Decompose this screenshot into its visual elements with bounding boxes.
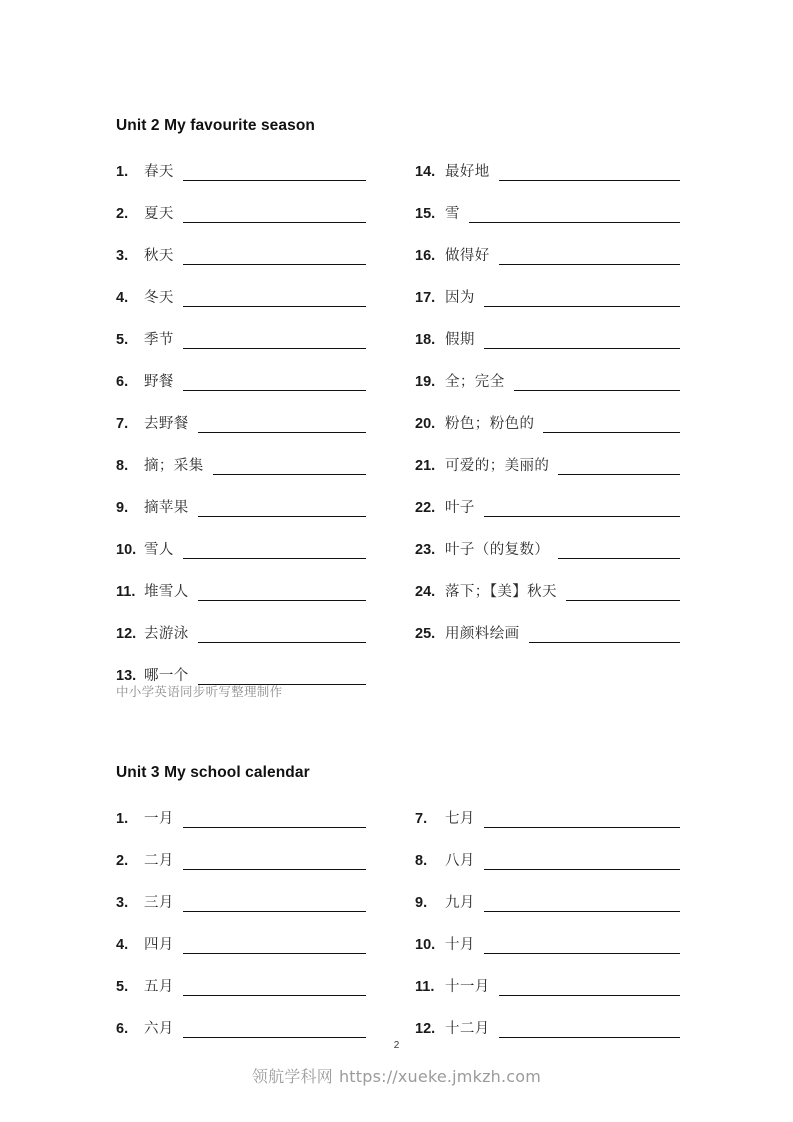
item-number: 14. — [415, 164, 436, 180]
item-number: 15. — [415, 206, 436, 222]
item-number: 23. — [415, 542, 436, 558]
item-term: 粉色；粉色的 — [445, 416, 535, 432]
answer-blank[interactable] — [198, 516, 366, 517]
item-term: 春天 — [144, 164, 174, 180]
answer-blank[interactable] — [514, 390, 680, 391]
answer-blank[interactable] — [183, 869, 366, 870]
vocabulary-row — [415, 563, 680, 605]
answer-blank[interactable] — [183, 911, 366, 912]
item-term: 野餐 — [144, 374, 174, 390]
vocabulary-row — [116, 269, 366, 311]
answer-blank[interactable] — [198, 600, 366, 601]
page-number: 2 — [393, 1040, 400, 1051]
inline-watermark: 中小学英语同步听写整理制作 — [116, 684, 283, 699]
answer-blank[interactable] — [484, 953, 680, 954]
vocabulary-row — [116, 185, 366, 227]
item-term: 季节 — [144, 332, 174, 348]
answer-blank[interactable] — [183, 995, 366, 996]
item-term: 做得好 — [445, 248, 490, 264]
item-number: 3. — [116, 248, 129, 264]
item-term: 去野餐 — [144, 416, 189, 432]
item-number: 25. — [415, 626, 436, 642]
answer-blank[interactable] — [484, 911, 680, 912]
item-term: 六月 — [144, 1021, 174, 1037]
item-number: 9. — [415, 895, 428, 911]
answer-blank[interactable] — [183, 180, 366, 181]
item-number: 11. — [116, 584, 136, 600]
item-term: 冬天 — [144, 290, 174, 306]
vocabulary-row — [116, 521, 366, 563]
item-term: 八月 — [445, 853, 475, 869]
item-number: 12. — [415, 1021, 436, 1037]
answer-blank[interactable] — [499, 264, 680, 265]
answer-blank[interactable] — [183, 827, 366, 828]
answer-blank[interactable] — [566, 600, 680, 601]
vocabulary-row — [415, 437, 680, 479]
item-term: 最好地 — [445, 164, 490, 180]
item-term: 哪一个 — [144, 668, 189, 684]
vocabulary-row — [415, 958, 680, 1000]
item-term: 二月 — [144, 853, 174, 869]
vocabulary-row — [415, 874, 680, 916]
answer-blank[interactable] — [484, 869, 680, 870]
vocabulary-row — [116, 832, 366, 874]
item-number: 8. — [415, 853, 428, 869]
unit-3-left-column — [116, 790, 366, 1042]
answer-blank[interactable] — [484, 516, 680, 517]
vocabulary-row — [415, 269, 680, 311]
answer-blank[interactable] — [183, 222, 366, 223]
answer-blank[interactable] — [558, 558, 680, 559]
vocabulary-row — [415, 1000, 680, 1042]
vocabulary-row — [116, 790, 366, 832]
item-number: 6. — [116, 374, 129, 390]
vocabulary-row — [415, 311, 680, 353]
vocabulary-row — [116, 353, 366, 395]
unit-2-title: Unit 2 My favourite season — [116, 116, 315, 134]
unit-3-title: Unit 3 My school calendar — [116, 763, 310, 781]
vocabulary-row — [116, 227, 366, 269]
item-number: 13. — [116, 668, 137, 684]
answer-blank[interactable] — [183, 264, 366, 265]
vocabulary-row — [116, 958, 366, 1000]
answer-blank[interactable] — [198, 432, 366, 433]
item-term: 十二月 — [445, 1021, 490, 1037]
vocabulary-row — [415, 832, 680, 874]
vocabulary-row — [415, 395, 680, 437]
item-number: 12. — [116, 626, 137, 642]
item-number: 9. — [116, 500, 129, 516]
item-number: 4. — [116, 290, 129, 306]
vocabulary-row — [116, 311, 366, 353]
item-term: 全；完全 — [445, 374, 505, 390]
item-number: 7. — [415, 811, 428, 827]
item-number: 2. — [116, 206, 129, 222]
item-number: 21. — [415, 458, 436, 474]
answer-blank[interactable] — [499, 1037, 680, 1038]
answer-blank[interactable] — [543, 432, 680, 433]
item-term: 夏天 — [144, 206, 174, 222]
vocabulary-row — [116, 1000, 366, 1042]
answer-blank[interactable] — [183, 306, 366, 307]
answer-blank[interactable] — [183, 953, 366, 954]
vocabulary-row — [415, 605, 680, 647]
item-number: 7. — [116, 416, 129, 432]
item-term: 七月 — [445, 811, 475, 827]
vocabulary-row — [116, 437, 366, 479]
item-term: 一月 — [144, 811, 174, 827]
vocabulary-row — [116, 479, 366, 521]
unit-3-right-column — [415, 790, 680, 1042]
item-term: 十一月 — [445, 979, 490, 995]
item-number: 20. — [415, 416, 436, 432]
item-number: 16. — [415, 248, 436, 264]
answer-blank[interactable] — [484, 306, 680, 307]
item-term: 九月 — [445, 895, 475, 911]
answer-blank[interactable] — [183, 348, 366, 349]
answer-blank[interactable] — [198, 642, 366, 643]
item-term: 雪 — [445, 206, 460, 222]
answer-blank[interactable] — [499, 995, 680, 996]
item-term: 三月 — [144, 895, 174, 911]
vocabulary-row — [415, 185, 680, 227]
answer-blank[interactable] — [484, 827, 680, 828]
unit-2-left-column — [116, 143, 366, 689]
answer-blank[interactable] — [183, 1037, 366, 1038]
item-term: 摘；采集 — [144, 458, 204, 474]
vocabulary-row — [116, 563, 366, 605]
item-number: 1. — [116, 811, 129, 827]
vocabulary-row — [415, 227, 680, 269]
item-term: 去游泳 — [144, 626, 189, 642]
item-term: 因为 — [445, 290, 475, 306]
item-term: 堆雪人 — [144, 584, 189, 600]
item-term: 用颜料绘画 — [445, 626, 520, 642]
item-number: 22. — [415, 500, 436, 516]
item-number: 10. — [116, 542, 137, 558]
item-number: 2. — [116, 853, 129, 869]
item-term: 四月 — [144, 937, 174, 953]
item-term: 五月 — [144, 979, 174, 995]
item-term: 可爱的；美丽的 — [445, 458, 550, 474]
vocabulary-row — [116, 605, 366, 647]
vocabulary-row — [415, 916, 680, 958]
vocabulary-row — [415, 143, 680, 185]
item-number: 5. — [116, 332, 129, 348]
item-number: 8. — [116, 458, 129, 474]
footer-watermark — [0, 1064, 793, 1087]
item-number: 11. — [415, 979, 435, 995]
item-term: 落下；【美】秋天 — [445, 584, 557, 600]
item-term: 叶子（的复数） — [445, 542, 550, 558]
site-name: 领航学科网 — [251, 1067, 333, 1086]
item-number: 19. — [415, 374, 436, 390]
item-number: 6. — [116, 1021, 129, 1037]
item-number: 24. — [415, 584, 436, 600]
item-term: 假期 — [445, 332, 475, 348]
item-number: 5. — [116, 979, 129, 995]
vocabulary-row — [415, 790, 680, 832]
item-term: 摘苹果 — [144, 500, 189, 516]
answer-blank[interactable] — [484, 348, 680, 349]
answer-blank[interactable] — [183, 390, 366, 391]
vocabulary-row — [415, 353, 680, 395]
item-term: 十月 — [445, 937, 475, 953]
item-number: 10. — [415, 937, 436, 953]
vocabulary-row — [116, 874, 366, 916]
unit-2-right-column — [415, 143, 680, 647]
answer-blank[interactable] — [183, 558, 366, 559]
item-number: 4. — [116, 937, 129, 953]
vocabulary-row — [116, 916, 366, 958]
item-number: 1. — [116, 164, 129, 180]
answer-blank[interactable] — [499, 180, 680, 181]
answer-blank[interactable] — [529, 642, 681, 643]
answer-blank[interactable] — [558, 474, 680, 475]
item-term: 秋天 — [144, 248, 174, 264]
answer-blank[interactable] — [469, 222, 680, 223]
item-number: 18. — [415, 332, 436, 348]
vocabulary-row — [415, 521, 680, 563]
site-url: https://xueke.jmkzh.com — [338, 1067, 542, 1086]
item-number: 17. — [415, 290, 436, 306]
answer-blank[interactable] — [213, 474, 366, 475]
item-number: 3. — [116, 895, 129, 911]
vocabulary-row — [415, 479, 680, 521]
item-term: 叶子 — [445, 500, 475, 516]
vocabulary-row — [116, 143, 366, 185]
vocabulary-row — [116, 395, 366, 437]
item-term: 雪人 — [144, 542, 174, 558]
